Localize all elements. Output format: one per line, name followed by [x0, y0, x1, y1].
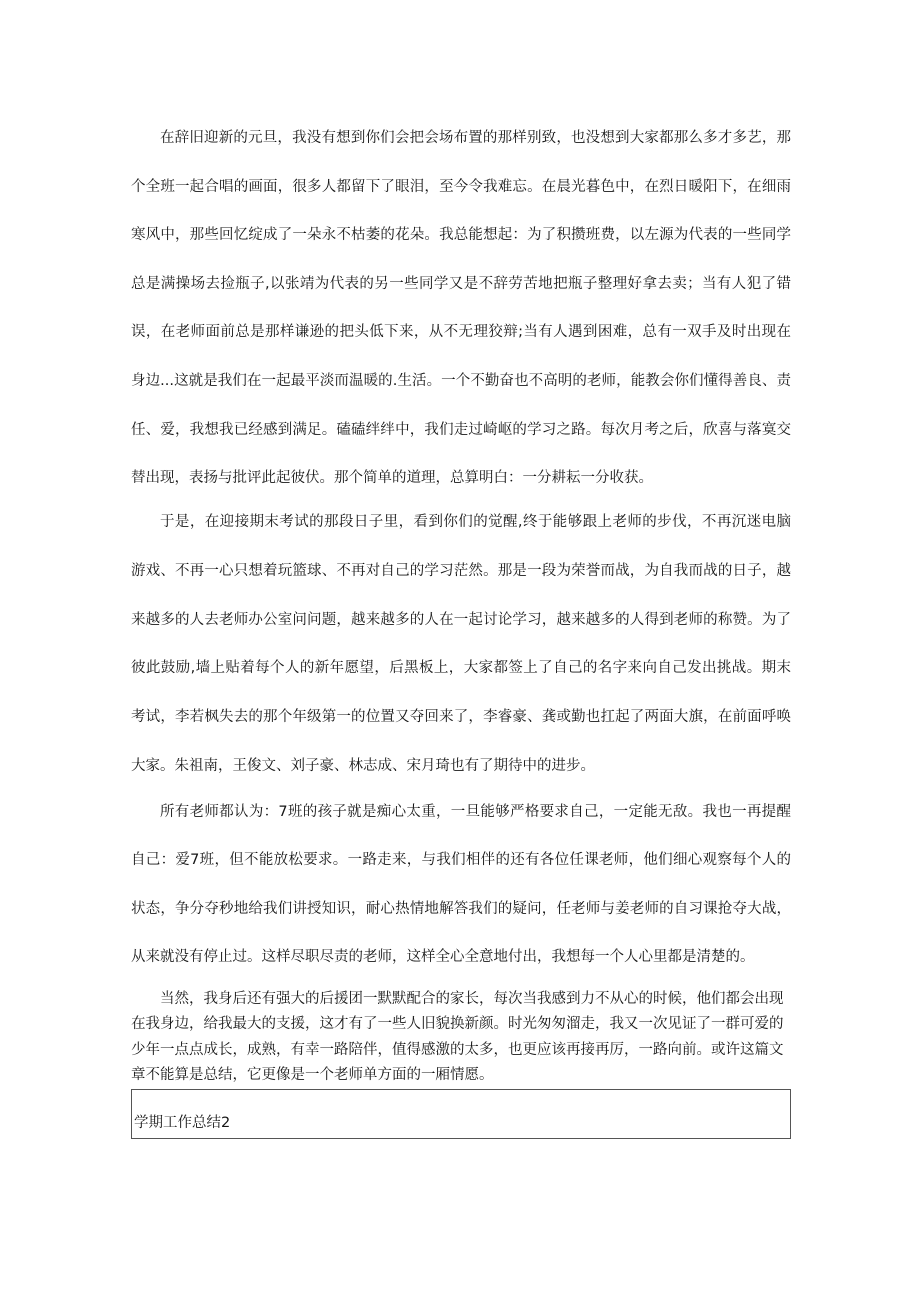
paragraph-2 [131, 498, 791, 791]
paragraph-line: 总是满操场去捡瓶子,以张靖为代表的另一些同学又是不辞劳苦地把瓶子整理好拿去卖；当有人犯了错 [131, 275, 791, 292]
paragraph-line: 任、爱，我想我已经感到满足。磕磕绊绊中，我们走过崎岖的学习之路。每次月考之后，欣喜与落寞交 [131, 421, 791, 438]
paragraph-line: 于是，在迎接期末考试的那段日子里，看到你们的觉醒,终于能够跟上老师的步伐，不再沉迷电脑 [160, 514, 791, 530]
paragraph-line: 身边...这就是我们在一起最平淡而温暖的.生活。一个不勤奋也不高明的老师，能教会你们懂得善良、责 [131, 372, 791, 389]
paragraph-line: 来越多的人去老师办公室问问题，越来越多的人在一起讨论学习，越来越多的人得到老师的称赞。为了 [131, 611, 791, 628]
paragraph-line: 状态，争分夺秒地给我们讲授知识，耐心热情地解答我们的疑问，任老师与姜老师的自习课抢夺大战， [131, 900, 791, 917]
paragraph-line: 当然，我身后还有强大的后援团一默默配合的家长，每次当我感到力不从心的时候，他们都会出现 [160, 991, 784, 1007]
paragraph-line: 彼此鼓励,墙上贴着每个人的新年愿望，后黑板上，大家都签上了自己的名字来向自己发出挑战。期末 [131, 660, 791, 677]
paragraph-line: 在我身边，给我最大的支援，这才有了一些人旧貌换新颜。时光匆匆溜走，我又一次见证了一群可爱的 [131, 1016, 784, 1033]
paragraph-line: 个全班一起合唱的画面，很多人都留下了眼泪，至今令我难忘。在晨光暮色中，在烈日暖阳下，在细雨 [131, 178, 791, 195]
paragraph-line: 自己：爱7班，但不能放松要求。一路走来，与我们相伴的还有各位任课老师，他们细心观察每个人的 [131, 852, 791, 869]
paragraph-line: 考试，李若枫失去的那个年级第一的位置又夺回来了，李睿豪、龚或勤也扛起了两面大旗，在前面呼唤 [131, 709, 791, 726]
paragraph-line: 在辞旧迎新的元旦，我没有想到你们会把会场布置的那样别致，也没想到大家都那么多才多艺，那 [160, 130, 791, 146]
paragraph-line: 所有老师都认为：7班的孩子就是痴心太重，一旦能够严格要求自己，一定能无敌。我也一再提醒 [160, 804, 791, 820]
paragraph-line: 大家。朱祖南，王俊文、刘子豪、林志成、宋月琦也有了期待中的进步。 [131, 757, 595, 774]
paragraph-4 [131, 987, 791, 1088]
paragraph-line: 替出现，表扬与批评此起彼伏。那个简单的道理，总算明白：一分耕耘一分收获。 [131, 470, 653, 487]
section-heading-box [131, 1089, 791, 1139]
paragraph-line: 章不能算是总结，它更像是一个老师单方面的一厢情愿。 [131, 1066, 494, 1083]
paragraph-line: 从来就没有停止过。这样尽职尽责的老师，这样全心全意地付出，我想每一个人心里都是清楚的。 [131, 948, 755, 965]
paragraph-3 [131, 788, 791, 981]
paragraph-line: 游戏、不再一心只想着玩篮球、不再对自己的学习茫然。那是一段为荣誉而战，为自我而战的日子，越 [131, 562, 791, 579]
paragraph-line: 误，在老师面前总是那样谦逊的把头低下来，从不无理狡辩;当有人遇到困难，总有一双手及时出现在 [131, 324, 791, 341]
paragraph-line: 少年一点点成长，成熟，有幸一路陪伴，值得感激的太多，也更应该再接再厉，一路向前。或许这篇文 [131, 1041, 784, 1058]
paragraph-line: 寒风中，那些回忆绽成了一朵永不枯萎的花朵。我总能想起：为了积攒班费，以左源为代表的一些同学 [131, 227, 791, 244]
section-heading: 学期工作总结2 [134, 1115, 231, 1131]
paragraph-1 [131, 114, 791, 503]
